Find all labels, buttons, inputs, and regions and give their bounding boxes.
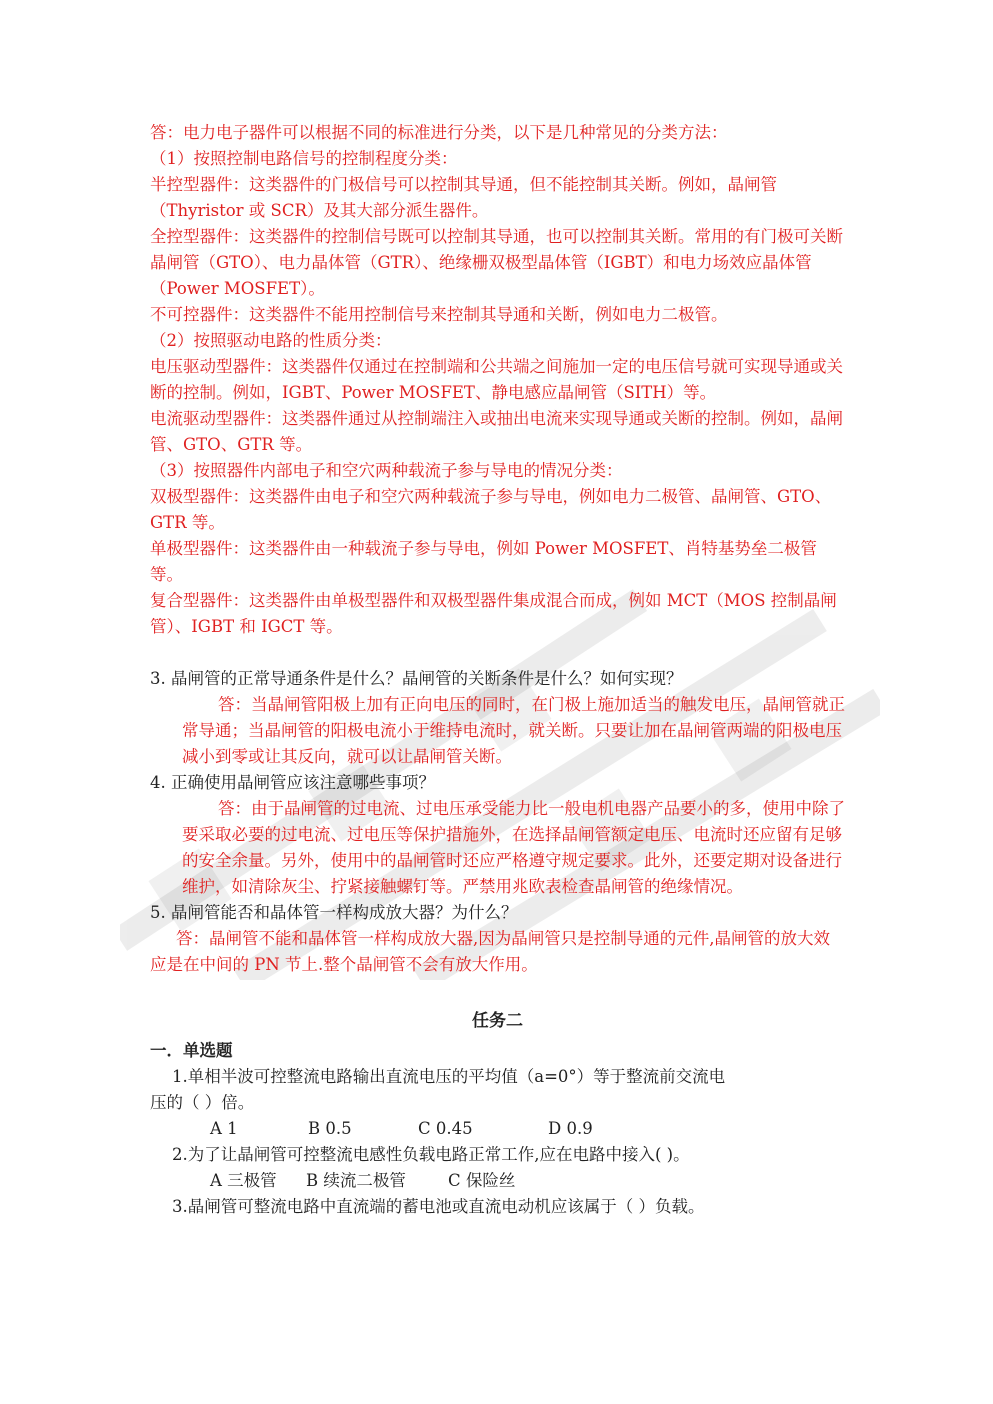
- mcq-1-option-b: B 0.5: [308, 1119, 352, 1138]
- mcq-1-question-cont: 压的（ ）倍。: [150, 1093, 255, 1112]
- full-control-device: 全控型器件：这类器件的控制信号既可以控制其导通，也可以控制其关断。常用的有门极可关断晶闸管（GTO）、电力晶体管（GTR）、绝缘栅双极型晶体管（IGBT）和电力场效应晶体管（Power MOSFET）。: [150, 227, 843, 298]
- category-3-title: （3）按照器件内部电子和空穴两种载流子参与导电的情况分类：: [150, 461, 623, 480]
- unipolar-device: 单极型器件：这类器件由一种载流子参与导电，例如 Power MOSFET、肖特基势垒二极管等。: [150, 539, 817, 584]
- answer-3: 答：当晶闸管阳极上加有正向电压的同时，在门极上施加适当的触发电压，晶闸管就正常导通；当晶闸管的阳极电流小于维持电流时，就关断。只要让加在晶闸管两端的阳极电压减小到零或让其反向，就可以让晶闸管关断。: [182, 695, 845, 766]
- mcq-3-question: 3.晶闸管可整流电路中直流端的蓄电池或直流电动机应该属于（ ）负载。: [172, 1197, 705, 1216]
- question-3: 3. 晶闸管的正常导通条件是什么？晶闸管的关断条件是什么？如何实现？: [150, 669, 683, 688]
- question-4: 4. 正确使用晶闸管应该注意哪些事项？: [150, 773, 435, 792]
- task-title: 任务二: [472, 1011, 523, 1031]
- category-2-title: （2）按照驱动电路的性质分类：: [150, 331, 392, 350]
- device-classification-answer: [150, 120, 845, 640]
- answer-4: 答：由于晶闸管的过电流、过电压承受能力比一般电机电器产品要小的多，使用中除了要采取必要的过电流、过电压等保护措施外，在选择晶闸管额定电压、电流时还应留有足够的安全余量。另外，使用中的晶闸管时还应严格遵守规定要求。此外，还要定期对设备进行维护，如清除灰尘、拧紧接触螺钉等。严禁用兆欧表检查晶闸管的绝缘情况。: [182, 799, 845, 896]
- mcq-1-options: [150, 1116, 845, 1142]
- answer-intro: 答：电力电子器件可以根据不同的标准进行分类，以下是几种常见的分类方法：: [150, 123, 728, 142]
- uncontrolled-device: 不可控器件：这类器件不能用控制信号来控制其导通和关断，例如电力二极管。: [150, 305, 728, 324]
- document-content: [150, 120, 845, 1220]
- section-title: 一．单选题: [150, 1041, 233, 1060]
- question-5: 5. 晶闸管能否和晶体管一样构成放大器？为什么？: [150, 903, 518, 922]
- mcq-2-question: 2.为了让晶闸管可控整流电感性负载电路正常工作,应在电路中接入( )。: [172, 1145, 690, 1164]
- mcq-2-option-b: B 续流二极管: [306, 1171, 406, 1190]
- voltage-driven-device: 电压驱动型器件：这类器件仅通过在控制端和公共端之间施加一定的电压信号就可实现导通或关断的控制。例如，IGBT、Power MOSFET、静电感应晶闸管（SITH）等。: [150, 357, 843, 402]
- mcq-2-option-a: A 三极管: [210, 1171, 277, 1190]
- category-1-title: （1）按照控制电路信号的控制程度分类：: [150, 149, 458, 168]
- mcq-1-option-a: A 1: [210, 1119, 238, 1138]
- mcq-2-option-c: C 保险丝: [448, 1171, 516, 1190]
- current-driven-device: 电流驱动型器件：这类器件通过从控制端注入或抽出电流来实现导通或关断的控制。例如，晶闸管、GTO、GTR 等。: [150, 409, 843, 454]
- half-control-device: 半控型器件：这类器件的门极信号可以控制其导通，但不能控制其关断。例如，晶闸管（Thyristor 或 SCR）及其大部分派生器件。: [150, 175, 777, 220]
- mcq-2-options: [150, 1168, 845, 1194]
- mcq-1-option-c: C 0.45: [418, 1119, 473, 1138]
- answer-5: 答：晶闸管不能和晶体管一样构成放大器,因为晶闸管只是控制导通的元件,晶闸管的放大效应是在中间的 PN 节上.整个晶闸管不会有放大作用。: [150, 929, 830, 974]
- composite-device: 复合型器件：这类器件由单极型器件和双极型器件集成混合而成，例如 MCT（MOS 控制晶闸管）、IGBT 和 IGCT 等。: [150, 591, 837, 636]
- mcq-1-question: 1.单相半波可控整流电路输出直流电压的平均值（a=0°）等于整流前交流电: [172, 1067, 726, 1086]
- mcq-1-option-d: D 0.9: [548, 1119, 593, 1138]
- bipolar-device: 双极型器件：这类器件由电子和空穴两种载流子参与导电，例如电力二极管、晶闸管、GTO、GTR 等。: [150, 487, 832, 532]
- spacer: [150, 640, 845, 666]
